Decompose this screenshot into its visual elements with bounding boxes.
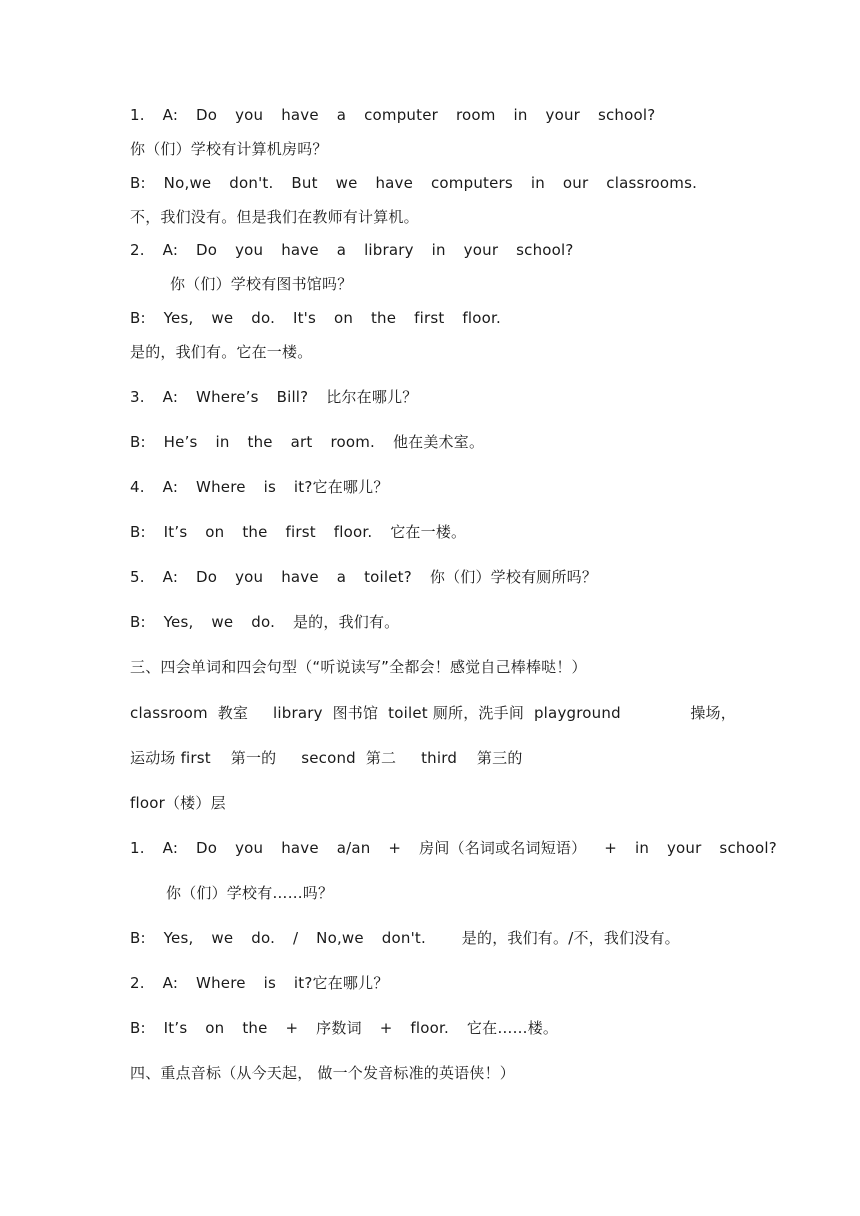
q3-answer: B: He’s in the art room. 他在美术室。: [130, 433, 485, 451]
q5-question: 5. A: Do you have a toilet? 你（们）学校有厕所吗？: [130, 568, 598, 586]
q2-question: 2. A: Do you have a library in your school?: [130, 241, 574, 259]
vocab-line-3: floor（楼）层: [130, 794, 226, 812]
q1-question: 1. A: Do you have a computer room in your school?: [130, 106, 656, 124]
q1-question-translation: 你（们）学校有计算机房吗？: [130, 140, 328, 158]
q1-answer: B: No,we don't. But we have computers in our classrooms.: [130, 174, 698, 192]
vocab-line-2: 运动场 first 第一的 second 第二 third 第三的: [130, 749, 523, 767]
pattern1-question: 1. A: Do you have a/an + 房间（名词或名词短语） + in your school?: [130, 839, 777, 857]
pattern2-question: 2. A: Where is it?它在哪儿？: [130, 974, 389, 992]
q2-answer-translation: 是的，我们有。它在一楼。: [130, 343, 313, 361]
section-three-heading: 三、四会单词和四会句型（“听说读写”全都会！感觉自己棒棒哒！）: [130, 658, 587, 676]
q4-answer: B: It’s on the first floor. 它在一楼。: [130, 523, 467, 541]
pattern1-answer: B: Yes, we do. / No,we don't. 是的，我们有。/不，我们没有。: [130, 929, 680, 947]
q2-question-translation: 你（们）学校有图书馆吗？: [170, 275, 353, 293]
q4-question: 4. A: Where is it?它在哪儿？: [130, 478, 389, 496]
q1-answer-translation: 不，我们没有。但是我们在教师有计算机。: [130, 208, 419, 226]
q3-question: 3. A: Where’s Bill? 比尔在哪儿？: [130, 388, 418, 406]
q2-answer: B: Yes, we do. It's on the first floor.: [130, 309, 501, 327]
vocab-line-1: classroom 教室 library 图书馆 toilet 厕所，洗手间 playground 操场，: [130, 704, 736, 722]
section-four-heading: 四、重点音标（从今天起， 做一个发音标准的英语侠！）: [130, 1064, 515, 1082]
pattern2-answer: B: It’s on the + 序数词 + floor. 它在……楼。: [130, 1019, 559, 1037]
q5-answer: B: Yes, we do. 是的，我们有。: [130, 613, 400, 631]
pattern1-translation: 你（们）学校有……吗？: [166, 884, 334, 902]
